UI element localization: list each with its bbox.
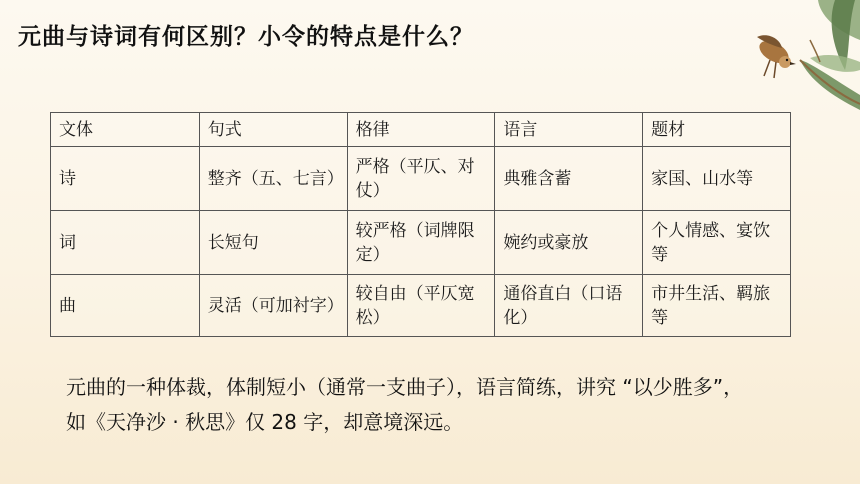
table-cell: 婉约或豪放 (495, 211, 643, 275)
column-header: 文体 (51, 113, 200, 147)
table-cell: 通俗直白（口语化） (495, 275, 643, 337)
table-row (51, 275, 791, 337)
table-cell: 词 (51, 211, 200, 275)
table-cell: 家国、山水等 (643, 147, 791, 211)
comparison-table (50, 112, 791, 337)
table-cell: 较自由（平仄宽松） (347, 275, 495, 337)
table-cell: 市井生活、羁旅等 (643, 275, 791, 337)
table-cell: 较严格（词牌限定） (347, 211, 495, 275)
table-cell: 长短句 (199, 211, 347, 275)
table-cell: 曲 (51, 275, 200, 337)
table-cell: 整齐（五、七言） (199, 147, 347, 211)
table-cell: 典雅含蓄 (495, 147, 643, 211)
table-cell: 灵活（可加衬字） (199, 275, 347, 337)
table-row (51, 147, 791, 211)
column-header: 语言 (495, 113, 643, 147)
leaves-icon (800, 0, 860, 110)
table-cell: 严格（平仄、对仗） (347, 147, 495, 211)
table-cell: 诗 (51, 147, 200, 211)
column-header: 句式 (199, 113, 347, 147)
column-header: 格律 (347, 113, 495, 147)
table-cell: 个人情感、宴饮等 (643, 211, 791, 275)
decoration (660, 0, 860, 130)
sparrow-icon (756, 35, 796, 78)
column-header: 题材 (643, 113, 791, 147)
explanation-paragraph: 元曲的一种体裁，体制短小（通常一支曲子），语言简练，讲究 “以少胜多”，如《天净沙 · 秋思》仅 28 字，却意境深远。 (66, 375, 744, 434)
table-header-row (51, 113, 791, 147)
table-row (51, 211, 791, 275)
page-title: 元曲与诗词有何区别？小令的特点是什么？ (18, 24, 474, 50)
